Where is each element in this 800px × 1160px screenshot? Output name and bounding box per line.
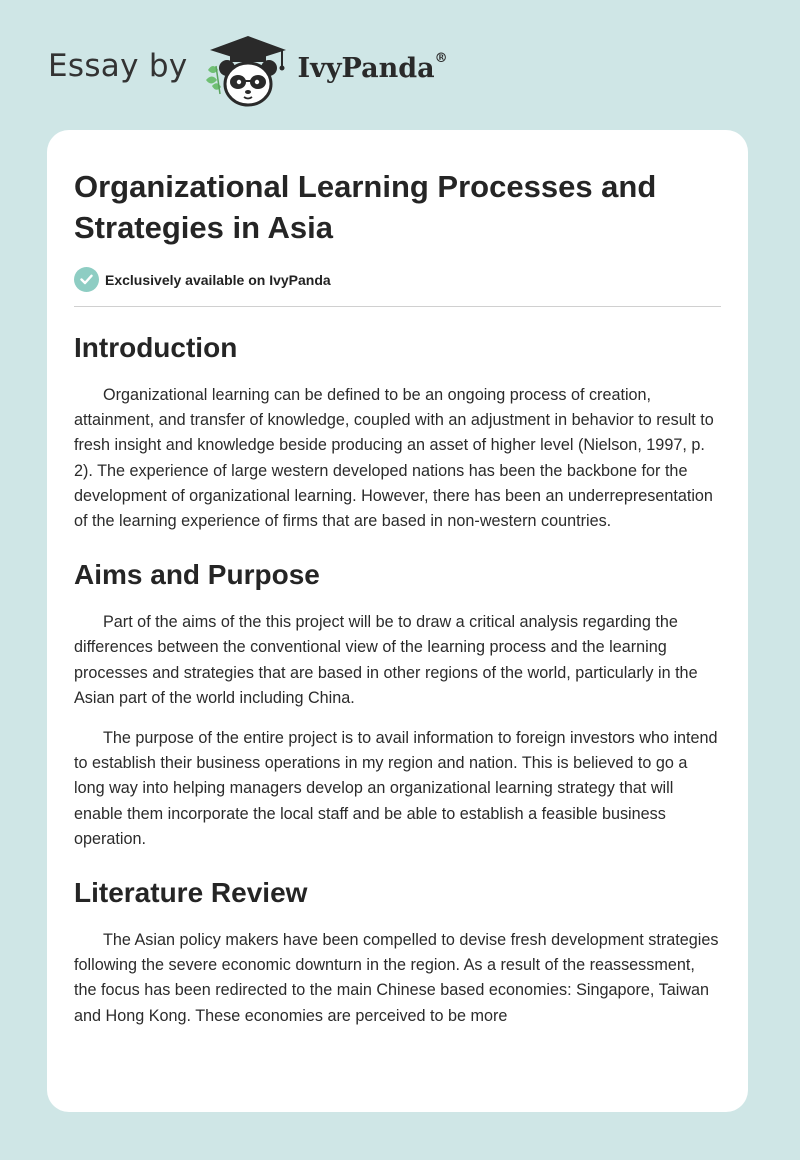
check-icon — [74, 267, 99, 292]
essay-by-label: Essay by — [48, 48, 188, 84]
page-title: Organizational Learning Processes and Strategies in Asia — [74, 169, 657, 245]
exclusive-label: Exclusively available on IvyPanda — [105, 271, 331, 288]
section-heading-aims: Aims and Purpose — [74, 559, 320, 591]
essay-card — [47, 130, 748, 1112]
registered-mark: ® — [434, 50, 448, 66]
exclusive-badge-row — [74, 267, 721, 307]
brand-name — [297, 50, 448, 84]
paragraph: Organizational learning can be defined to be an ongoing process of creation, attainment, and transfer of knowledge, coupled with an adjustment in behavior to result to fresh insight and knowledge beside producing an asset of higher level (Nielson, 1997, p. 2). The experience of large western developed nations has been the backbone for the development of organizational learning. However, there has been an underrepresentation of the learning experience of firms that are based in non-western countries. — [74, 386, 714, 531]
paragraph: The purpose of the entire project is to avail information to foreign investors who intend to establish their business operations in my region and nation. This is believed to go a long way into helping managers develop an organizational learning strategy that will enable them incorporate the local staff and be able to establish a feasible business operation. — [74, 729, 718, 848]
section-heading-introduction: Introduction — [74, 332, 238, 363]
paragraph: The Asian policy makers have been compelled to devise fresh development strategies following the severe economic downturn in the region. As a result of the reassessment, the focus has been redirected to the main Chinese based economies: Singapore, Taiwan and Hong Kong. These economies are perceived to be more — [74, 931, 719, 1025]
paragraph: Part of the aims of the this project will be to draw a critical analysis regarding the differences between the conventional view of the learning process and the learning processes and strategies that are based in other regions of the world, particularly in the Asian part of the world including China. — [74, 613, 698, 707]
section-heading-literature-review: Literature Review — [74, 877, 308, 909]
brand-text: IvyPanda — [297, 52, 435, 84]
site-header — [48, 30, 448, 110]
panda-graduate-icon — [202, 30, 294, 110]
